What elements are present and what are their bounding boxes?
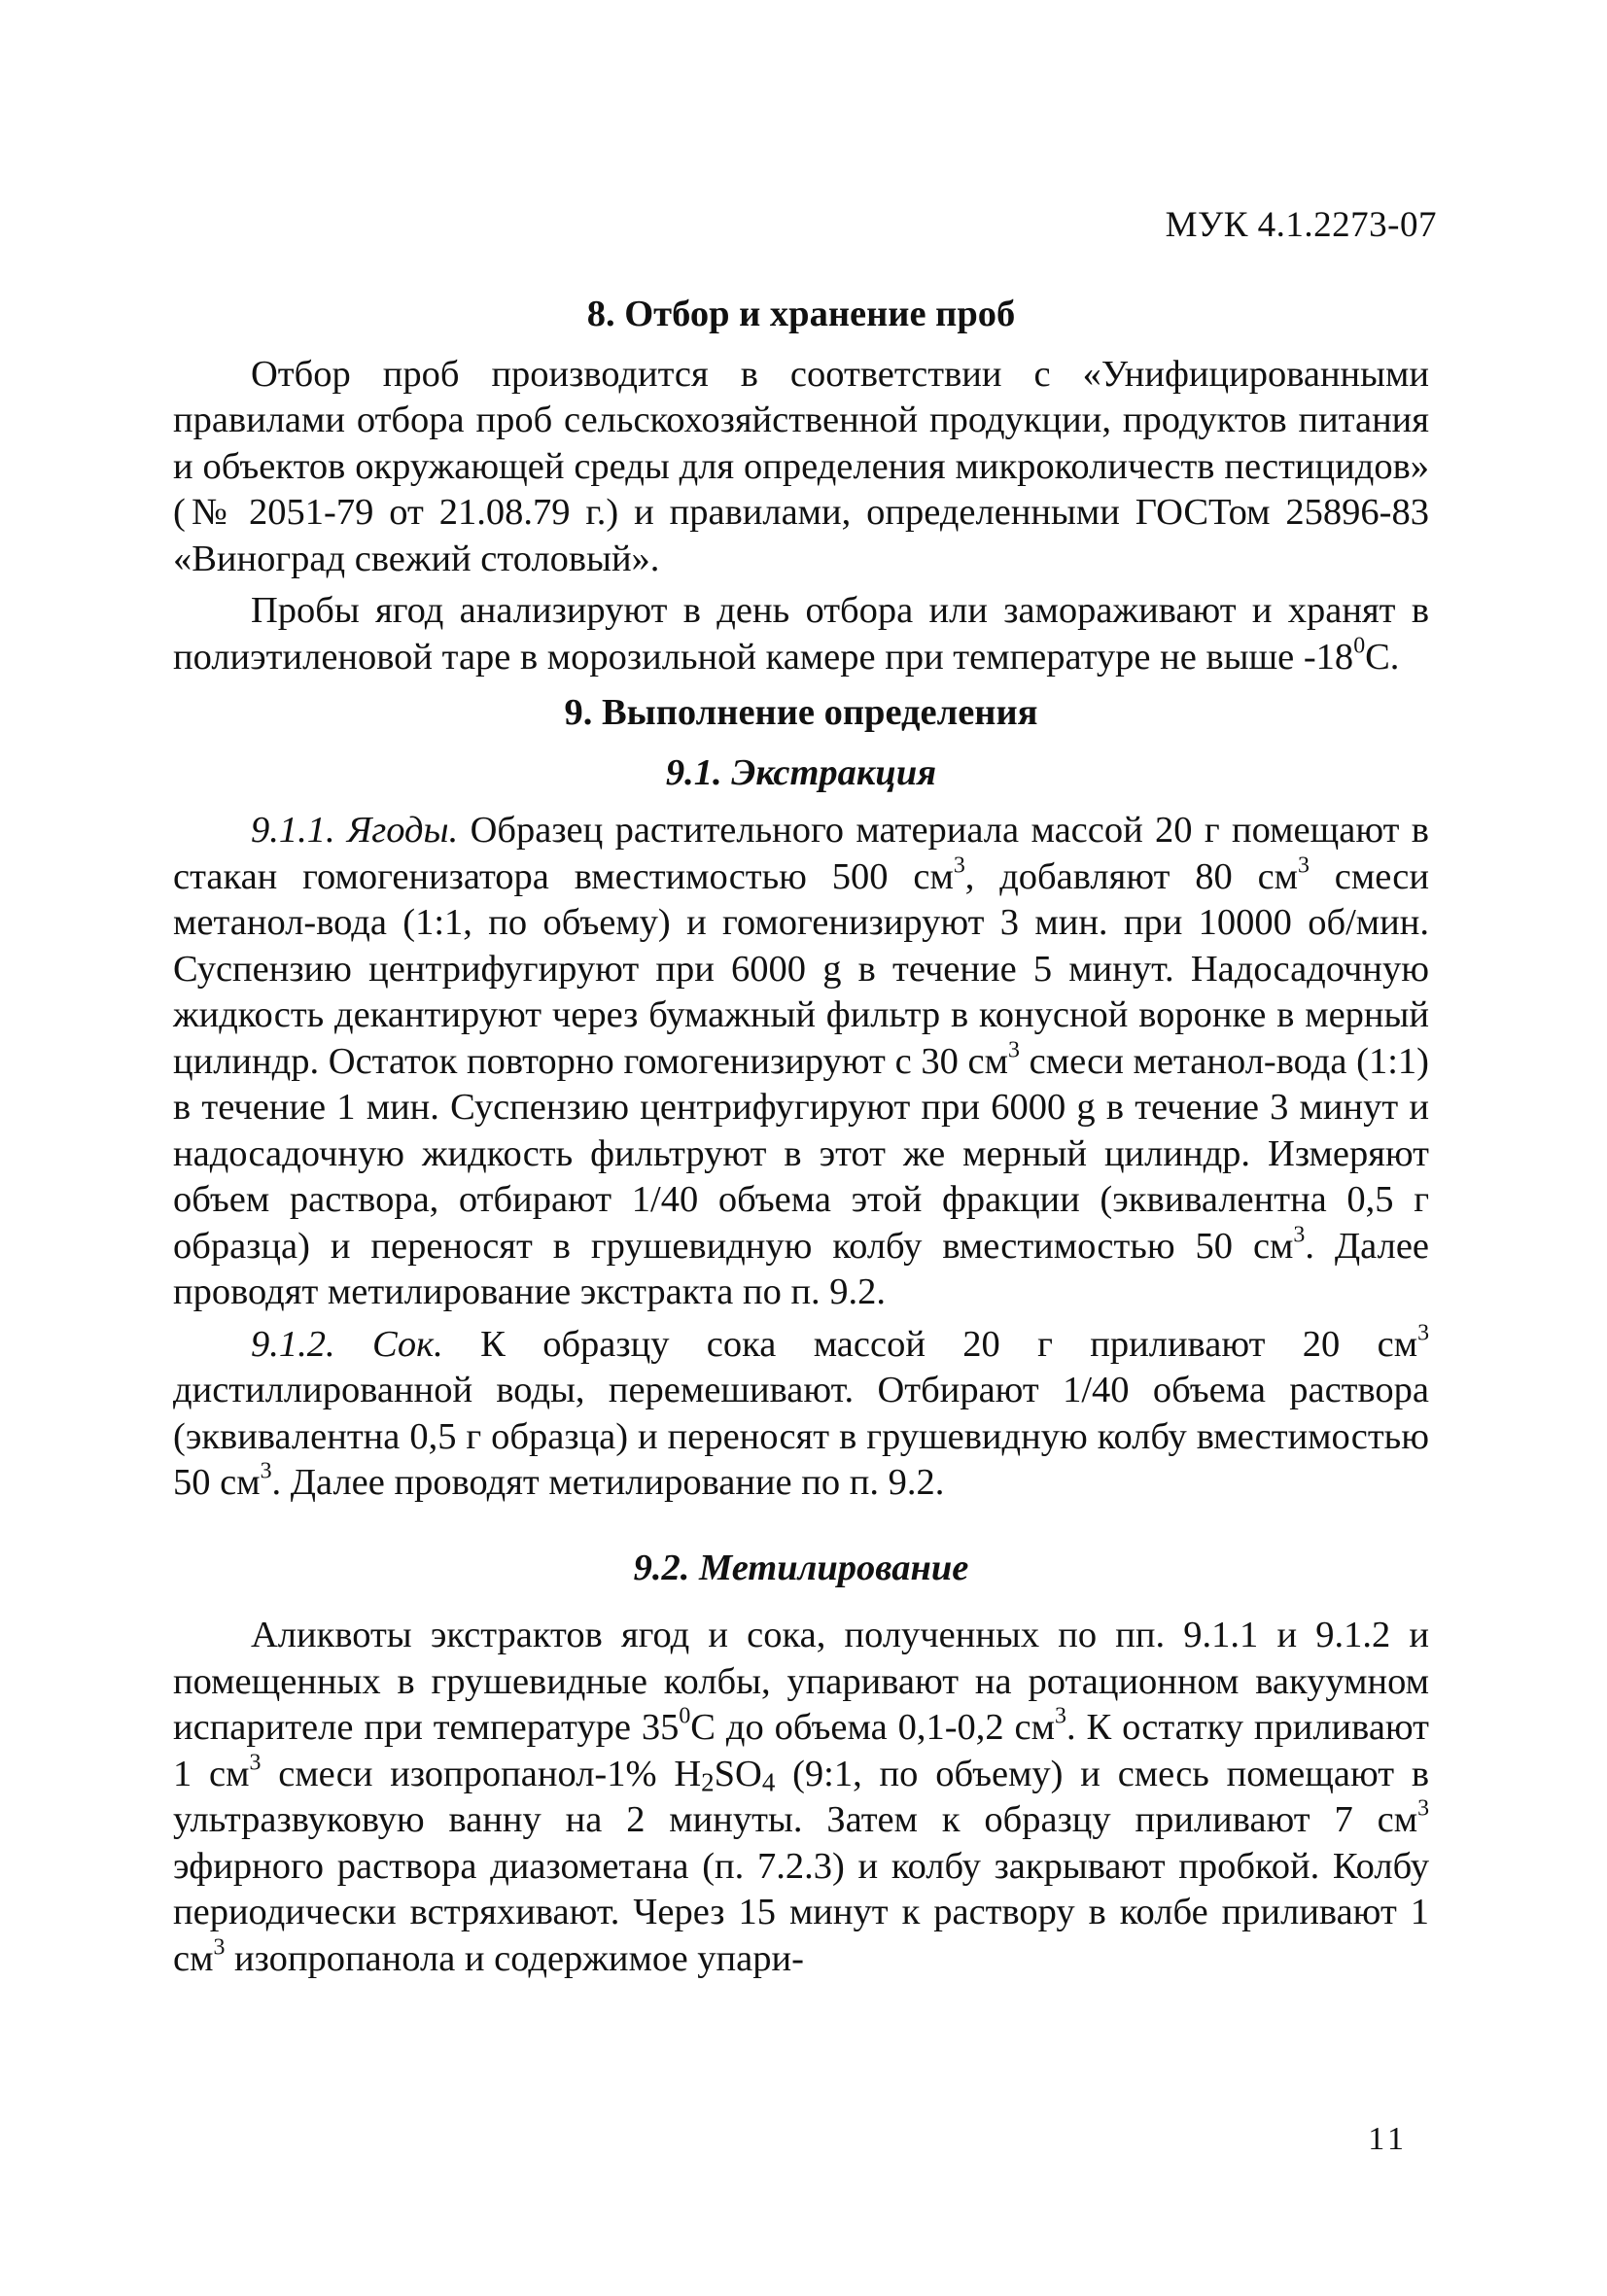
juice-paragraph xyxy=(173,1319,1429,1507)
cm3-sup: 3 xyxy=(1298,852,1310,878)
methylation-text-d: смеси изопропанол-1% H xyxy=(261,1753,702,1794)
methylation-paragraph xyxy=(173,1613,1429,1982)
berries-text-e: . Далее проводят метилирование экстракта по п. 9.2. xyxy=(173,1225,1429,1312)
berries-paragraph xyxy=(173,808,1429,1316)
berries-text-c: смеси метанол-вода (1:1, по объему) и гомогенизируют 3 мин. при 10000 об/мин. Суспензию центрифугируют при 6000 g в течение 5 минут. Надосадочную жидкость декантируют через бумажный фильтр в конусной воронке в мерный цилиндр. Остаток повторно гомогенизируют с 30 см xyxy=(173,855,1429,1082)
storage-paragraph xyxy=(173,588,1429,680)
cm3-sup: 3 xyxy=(249,1749,262,1775)
section-9-heading: 9. Выполнение определения xyxy=(564,692,1038,733)
cm3-sup: 3 xyxy=(1008,1036,1020,1062)
juice-label: 9.1.2. Сок. xyxy=(251,1323,443,1365)
page-number: 11 xyxy=(1368,2121,1408,2157)
cm3-sup: 3 xyxy=(1293,1221,1306,1247)
juice-text-c: . Далее проводят метилирование по п. 9.2. xyxy=(271,1462,945,1503)
subsection-9-2-heading: 9.2. Метилирование xyxy=(633,1547,969,1588)
degree-sup: 0 xyxy=(1353,632,1366,658)
methylation-text-c: . К остатку приливают 1 см xyxy=(173,1707,1430,1794)
section-8-heading: 8. Отбор и хранение проб xyxy=(586,294,1016,334)
juice-text-a: К образцу сока массой 20 г приливают 20 см xyxy=(442,1323,1418,1365)
berries-label: 9.1.1. Ягоды. xyxy=(251,810,459,851)
sampling-paragraph: Отбор проб производится в соответствии с «Унифицированными правилами отбора проб сельскохозяйственной продукции, продуктов питания и объектов окружающей среды для определения микроколичеств пестицидов» (№ 2051-79 от 21.08.79 г.) и правилами, определенными ГОСТом 25896-83 «Виноград свежий столовый». xyxy=(173,353,1429,579)
subsection-9-1-heading: 9.1. Экстракция xyxy=(665,751,937,793)
berries-text-a: Образец растительного материала массой 20 г помещают в стакан гомогенизатора вместимостью 500 см xyxy=(173,810,1429,897)
juice-text-b: дистиллированной воды, перемешивают. Отбирают 1/40 объема раствора (эквивалентна 0,5 г образца) и переносят в грушевидную колбу вместимостью 50 см xyxy=(173,1370,1429,1503)
subscript: 2 xyxy=(701,1766,715,1796)
document-code: МУК 4.1.2273-07 xyxy=(1165,205,1437,245)
storage-text: Пробы ягод анализируют в день отбора или замораживают и хранят в полиэтиленовой таре в морозильной камере при температуре не выше -18 xyxy=(173,590,1429,678)
methylation-text-h: изопропанола и содержимое упари- xyxy=(225,1937,804,1979)
cm3-sup: 3 xyxy=(260,1458,272,1484)
methylation-text-g: эфирного раствора диазометана (п. 7.2.3) и колбу закрывают пробкой. Колбу периодически встряхивают. Через 15 минут к раствору в колбе приливают 1 см xyxy=(173,1845,1429,1979)
cm3-sup: 3 xyxy=(1417,1319,1429,1345)
page-content xyxy=(173,282,1429,1988)
cm3-sup: 3 xyxy=(213,1933,226,1960)
methylation-text-a: Аликвоты экстрактов ягод и сока, полученных по пп. 9.1.1 и 9.1.2 и помещенных в грушевидные колбы, упаривают на ротационном вакуумном испарителе при температуре 35 xyxy=(173,1615,1429,1748)
storage-text-end: С. xyxy=(1365,636,1400,678)
methylation-text-f: (9:1, по объему) и смесь помещают в ультразвуковую ванну на 2 минуты. Затем к образцу приливают 7 см xyxy=(173,1753,1429,1840)
methylation-text-e: SO xyxy=(714,1753,762,1794)
cm3-sup: 3 xyxy=(1417,1795,1429,1822)
cm3-sup: 3 xyxy=(953,852,965,878)
methylation-text-b: С до объема 0,1-0,2 см xyxy=(690,1707,1056,1748)
berries-text-d: смеси метанол-вода (1:1) в течение 1 мин. Суспензию центрифугируют при 6000 g в течение 3 минут и надосадочную жидкость фильтруют в этот же мерный цилиндр. Измеряют объем раствора, отбирают 1/40 объема этой фракции (эквивалентна 0,5 г образца) и переносят в грушевидную колбу вместимостью 50 см xyxy=(173,1040,1429,1267)
subscript: 4 xyxy=(761,1766,776,1796)
cm3-sup: 3 xyxy=(1055,1703,1066,1729)
degree-sup: 0 xyxy=(679,1703,691,1729)
berries-text-b: , добавляют 80 см xyxy=(964,855,1299,897)
